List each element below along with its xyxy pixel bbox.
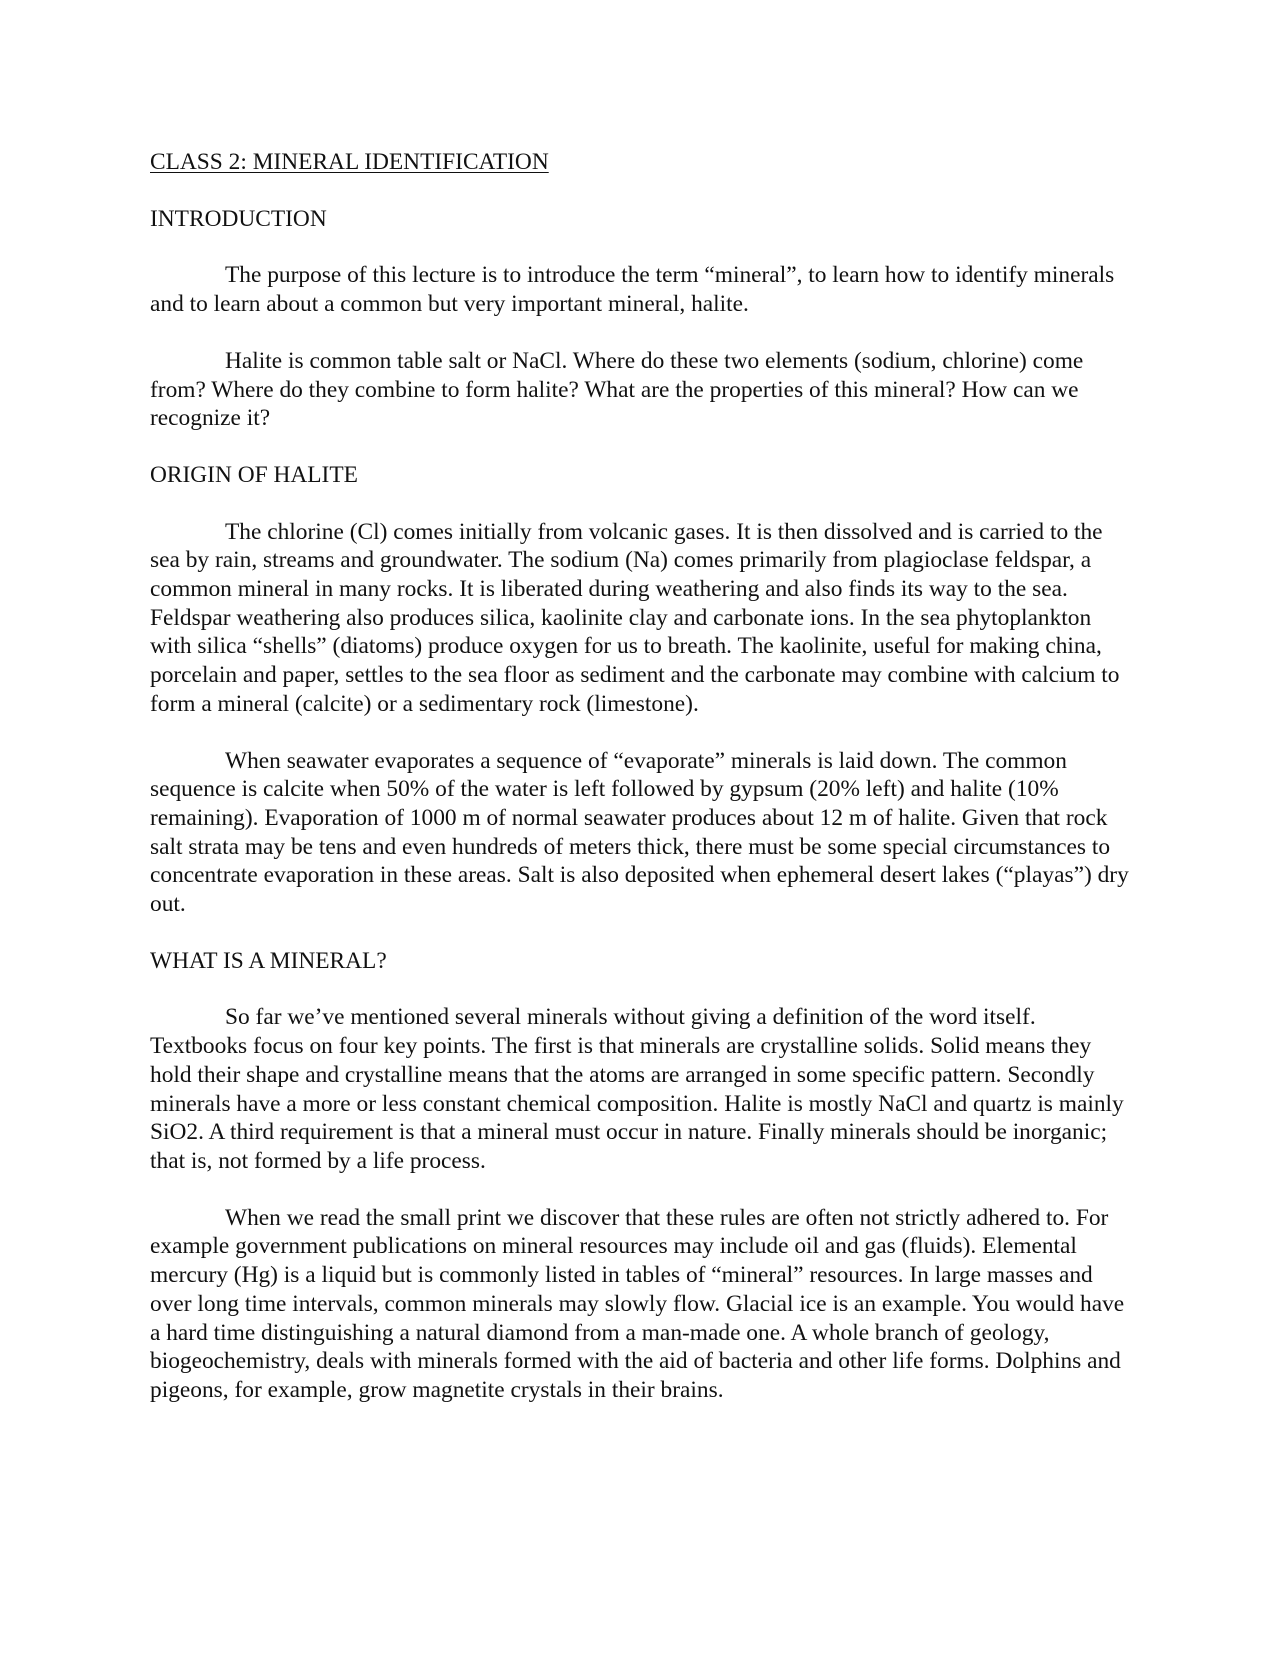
section-origin-of-halite: [150, 461, 1130, 919]
paragraph: Halite is common table salt or NaCl. Where do these two elements (sodium, chlorine) come from? Where do they combine to form halite? What are the properties of this mineral? How can we recognize it?: [150, 347, 1084, 432]
section-introduction: [150, 205, 1130, 433]
paragraph: So far we’ve mentioned several minerals without giving a definition of the word itself. Textbooks focus on four key points. The first is that minerals are crystalline solids. Solid means they hold their shape and crystalline means that the atoms are arranged in some specific pattern. Secondly minerals have a more or less constant chemical composition. Halite is mostly NaCl and quartz is mainly SiO2. A third requirement is that a mineral must occur in nature. Finally minerals should be inorganic; that is, not formed by a life process.: [150, 1004, 1124, 1174]
paragraph: The chlorine (Cl) comes initially from volcanic gases. It is then dissolved and is carried to the sea by rain, streams and groundwater. The sodium (Na) comes primarily from plagioclase feldspar, a common mineral in many rocks. It is liberated during weathering and also finds its way to the sea. Feldspar weathering also produces silica, kaolinite clay and carbonate ions. In the sea phytoplankton with silica “shells” (diatoms) produce oxygen for us to breath. The kaolinite, useful for making china, porcelain and paper, settles to the sea floor as sediment and the carbonate may combine with calcium to form a mineral (calcite) or a sedimentary rock (limestone).: [150, 518, 1120, 717]
paragraph: When we read the small print we discover that these rules are often not strictly adhered to. For example government publications on mineral resources may include oil and gas (fluids). Elemental mercury (Hg) is a liquid but is commonly listed in tables of “mineral” resources. In large masses and over long time intervals, common minerals may slowly flow. Glacial ice is an example. You would have a hard time distinguishing a natural diamond from a man-made one. A whole branch of geology, biogeochemistry, deals with minerals formed with the aid of bacteria and other life forms. Dolphins and pigeons, for example, grow magnetite crystals in their brains.: [150, 1204, 1125, 1403]
section-what-is-a-mineral: [150, 947, 1130, 1405]
section-heading-what-is-a-mineral: WHAT IS A MINERAL?: [150, 947, 387, 974]
document-page: [150, 148, 1130, 1433]
section-heading-introduction: INTRODUCTION: [150, 205, 327, 232]
section-heading-origin-of-halite: ORIGIN OF HALITE: [150, 461, 358, 488]
paragraph: The purpose of this lecture is to introduce the term “mineral”, to learn how to identify minerals and to learn about a common but very important mineral, halite.: [150, 262, 1115, 318]
paragraph: When seawater evaporates a sequence of “evaporate” minerals is laid down. The common sequence is calcite when 50% of the water is left followed by gypsum (20% left) and halite (10% remaining). Evaporation of 1000 m of normal seawater produces about 12 m of halite. Given that rock salt strata may be tens and even hundreds of meters thick, there must be some special circumstances to concentrate evaporation in these areas. Salt is also deposited when ephemeral desert lakes (“playas”) dry out.: [150, 747, 1129, 918]
document-title: CLASS 2: MINERAL IDENTIFICATION: [150, 149, 549, 175]
